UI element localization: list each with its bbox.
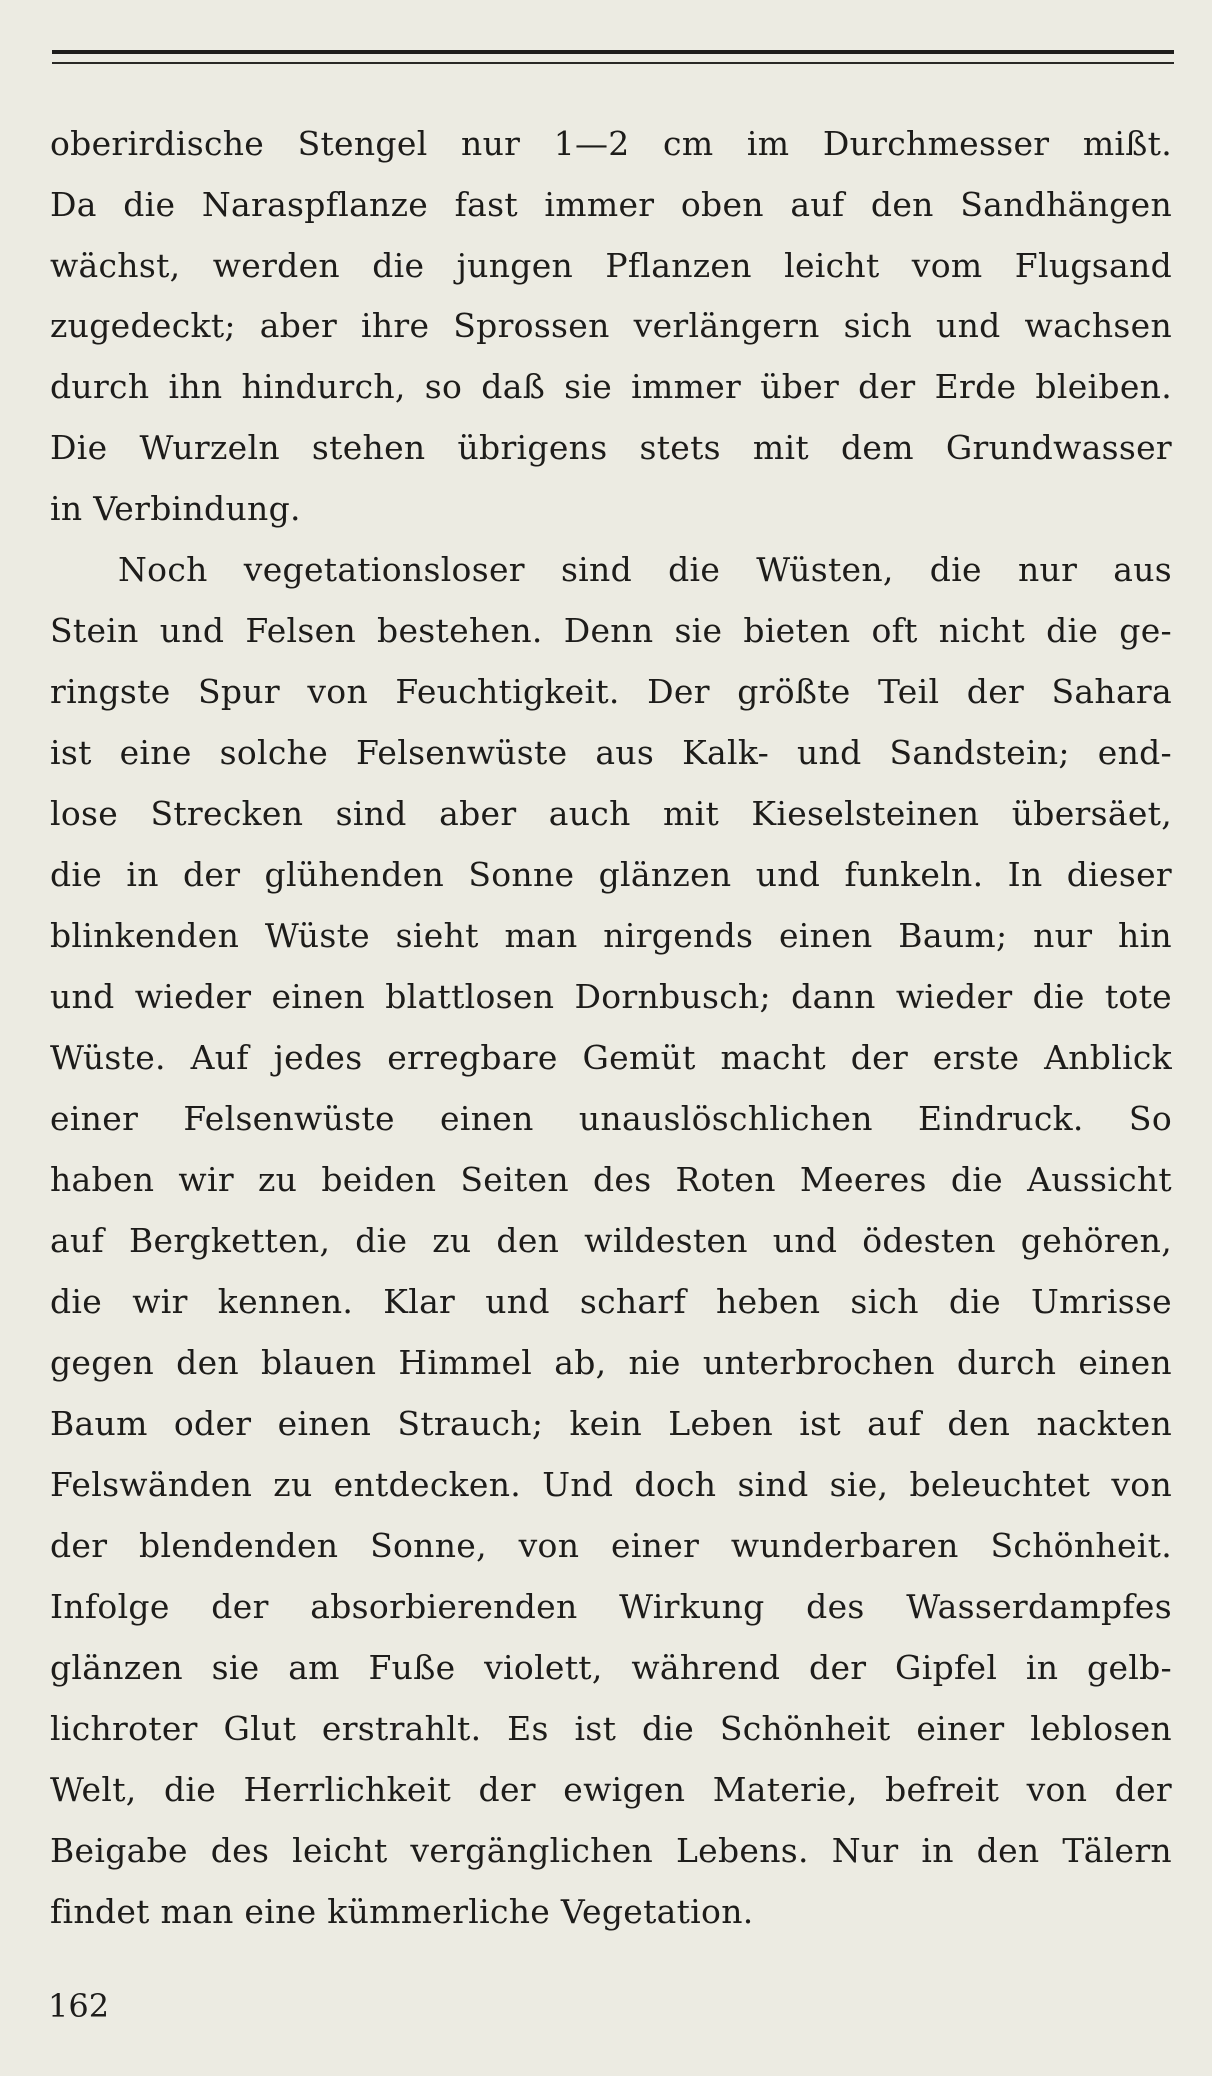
text-line: Felswänden zu entdecken. Und doch sind sie, beleuchtet von bbox=[50, 1465, 1172, 1504]
text-line: Noch vegetationsloser sind die Wüsten, die nur aus bbox=[118, 550, 1172, 589]
text-line: Beigabe des leicht vergänglichen Lebens. Nur in den Tälern bbox=[50, 1831, 1172, 1870]
text-line: ist eine solche Felsenwüste aus Kalk- und Sandstein; end- bbox=[50, 733, 1172, 772]
text-line: haben wir zu beiden Seiten des Roten Meeres die Aussicht bbox=[50, 1160, 1172, 1199]
text-line: oberirdische Stengel nur 1—2 cm im Durchmesser mißt. bbox=[50, 124, 1172, 163]
text-line: in Verbindung. bbox=[50, 489, 301, 528]
header-rule-thin bbox=[52, 62, 1174, 64]
text-line: auf Bergketten, die zu den wildesten und ödesten gehören, bbox=[50, 1221, 1172, 1260]
text-line: Welt, die Herrlichkeit der ewigen Materie, befreit von der bbox=[50, 1770, 1172, 1809]
text-line: Da die Naraspflanze fast immer oben auf den Sandhängen bbox=[50, 185, 1172, 224]
text-line: blinkenden Wüste sieht man nirgends einen Baum; nur hin bbox=[50, 916, 1172, 955]
text-line: Infolge der absorbierenden Wirkung des Wasserdampfes bbox=[50, 1587, 1172, 1626]
text-line: die in der glühenden Sonne glänzen und funkeln. In dieser bbox=[50, 855, 1172, 894]
text-line: wächst, werden die jungen Pflanzen leicht vom Flugsand bbox=[50, 246, 1172, 285]
text-line: gegen den blauen Himmel ab, nie unterbrochen durch einen bbox=[50, 1343, 1172, 1382]
text-line: ringste Spur von Feuchtigkeit. Der größte Teil der Sahara bbox=[50, 672, 1172, 711]
text-line: und wieder einen blattlosen Dornbusch; dann wieder die tote bbox=[50, 977, 1172, 1016]
text-line: die wir kennen. Klar und scharf heben sich die Umrisse bbox=[50, 1282, 1172, 1321]
header-rule-thick bbox=[52, 50, 1174, 54]
text-line: durch ihn hindurch, so daß sie immer über der Erde bleiben. bbox=[50, 367, 1172, 406]
text-line: Die Wurzeln stehen übrigens stets mit dem Grundwasser bbox=[50, 428, 1172, 467]
page-number: 162 bbox=[48, 1987, 110, 2025]
text-line: der blendenden Sonne, von einer wunderbaren Schönheit. bbox=[50, 1526, 1172, 1565]
text-line: Baum oder einen Strauch; kein Leben ist auf den nackten bbox=[50, 1404, 1172, 1443]
text-line: lichroter Glut erstrahlt. Es ist die Schönheit einer leblosen bbox=[50, 1709, 1172, 1748]
text-line: glänzen sie am Fuße violett, während der Gipfel in gelb- bbox=[50, 1648, 1172, 1687]
text-line: Stein und Felsen bestehen. Denn sie bieten oft nicht die ge- bbox=[50, 611, 1172, 650]
text-line: zugedeckt; aber ihre Sprossen verlängern sich und wachsen bbox=[50, 306, 1172, 345]
text-line: Wüste. Auf jedes erregbare Gemüt macht der erste Anblick bbox=[50, 1038, 1172, 1077]
text-line: findet man eine kümmerliche Vegetation. bbox=[50, 1892, 754, 1931]
text-line: lose Strecken sind aber auch mit Kieselsteinen übersäet, bbox=[50, 794, 1172, 833]
text-line: einer Felsenwüste einen unauslöschlichen Eindruck. So bbox=[50, 1099, 1172, 1138]
